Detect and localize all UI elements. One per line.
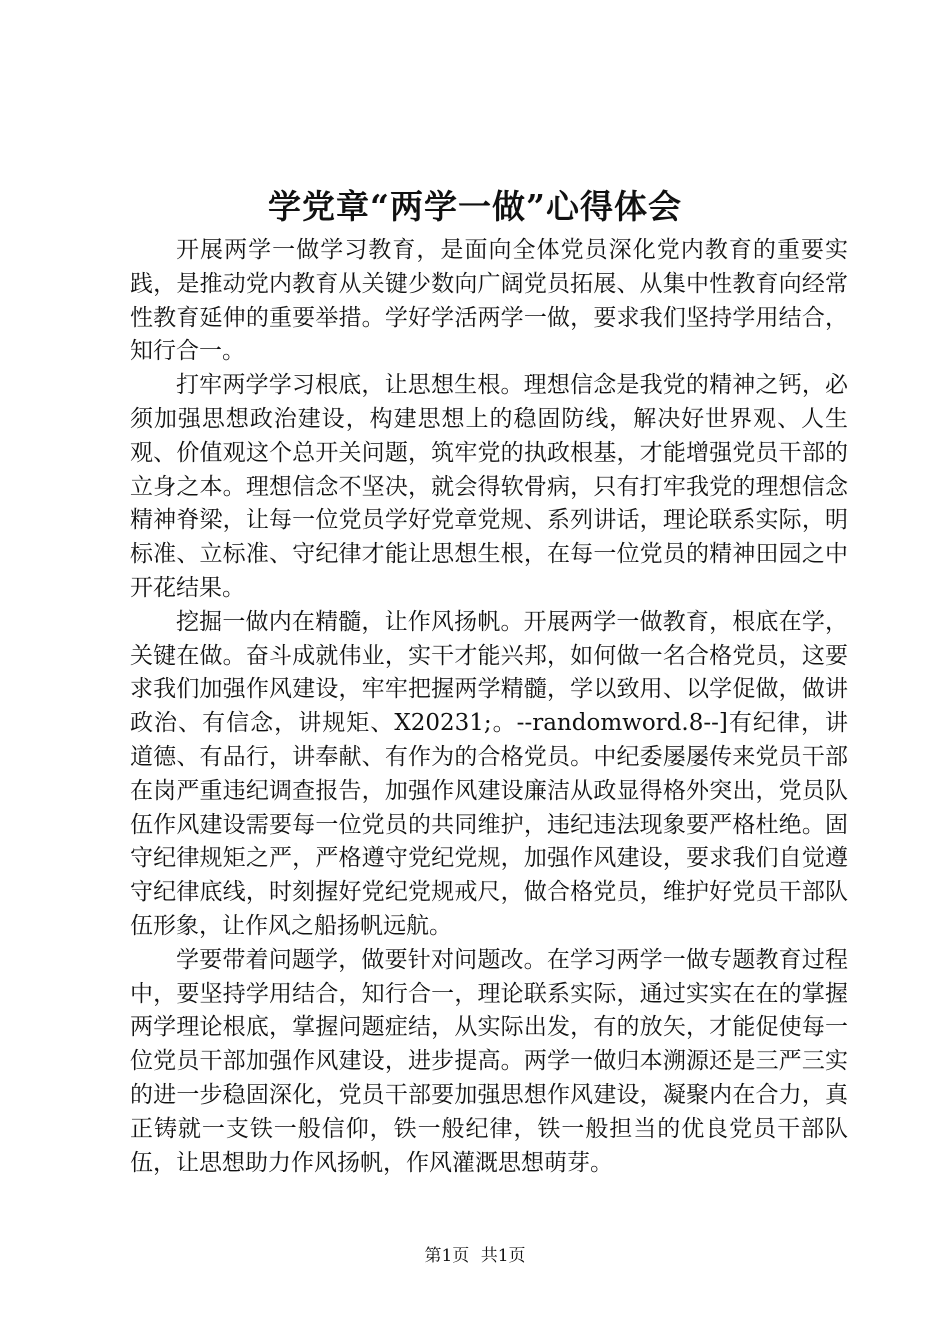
paragraph-problems: 学要带着问题学，做要针对问题改。在学习两学一做专题教育过程中，要坚持学用结合，知行合一，理论联系实际，通过实实在在的掌握两学理论根底，掌握问题症结，从实际出发，有的放矢，才能促使每一位党员干部加强作风建设，进步提高。两学一做归本溯源还是三严三实的进一步稳固深化，党员干部要加强思想作风建设，凝聚内在合力，真正铸就一支铁一般信仰，铁一般纪律，铁一般担当的优良党员干部队伍，让思想助力作风扬帆，作风灌溉思想萌芽。 <box>130 946 848 1176</box>
document-title: 学党章“两学一做”心得体会 <box>268 187 682 226</box>
page-total: 共1页 <box>480 1246 526 1266</box>
page-number: 第1页 <box>424 1246 470 1266</box>
document-body <box>130 234 848 1180</box>
page-footer <box>0 1244 950 1268</box>
paragraph-ideals: 打牢两学学习根底，让思想生根。理想信念是我党的精神之钙，必须加强思想政治建设，构建思想上的稳固防线，解决好世界观、人生观、价值观这个总开关问题，筑牢党的执政根基，才能增强党员干部的立身之本。理想信念不坚决，就会得软骨病，只有打牢我党的理想信念精神脊梁，让每一位党员学好党章党规、系列讲话，理论联系实际，明标准、立标准、守纪律才能让思想生根，在每一位党员的精神田园之中开花结果。 <box>130 372 848 601</box>
paragraph-intro: 开展两学一做学习教育，是面向全体党员深化党内教育的重要实践，是推动党内教育从关键少数向广阔党员拓展、从集中性教育向经常性教育延伸的重要举措。学好学活两学一做，要求我们坚持学用结合，知行合一。 <box>130 237 848 365</box>
paragraph-conduct: 挖掘一做内在精髓，让作风扬帆。开展两学一做教育，根底在学，关键在做。奋斗成就伟业，实干才能兴邦，如何做一名合格党员，这要求我们加强作风建设，牢牢把握两学精髓，学以致用、以学促做，做讲政治、有信念，讲规矩、X20231;。--randomword.8--]有纪律，讲道德、有品行，讲奉献、有作为的合格党员。中纪委屡屡传来党员干部在岗严重违纪调查报告，加强作风建设廉洁从政显得格外突出，党员队伍作风建设需要每一位党员的共同维护，违纪违法现象要严格杜绝。固守纪律规矩之严，严格遵守党纪党规，加强作风建设，要求我们自觉遵守纪律底线，时刻握好党纪党规戒尺，做合格党员，维护好党员干部队伍形象，让作风之船扬帆远航。 <box>130 608 848 939</box>
